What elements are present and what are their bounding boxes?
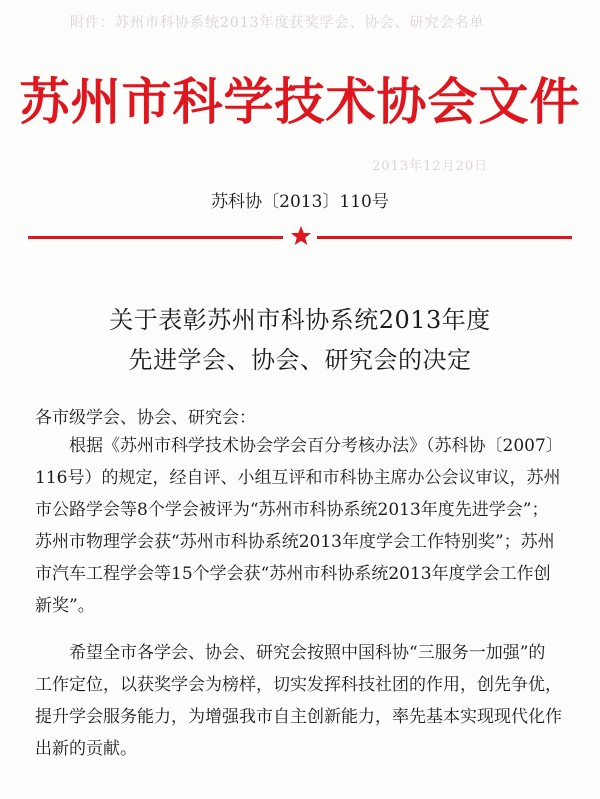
body-paragraph-1 [35,430,570,622]
paragraph-line: 市公路学会等8个学会被评为“苏州市科协系统2013年度先进学会”； [35,500,549,520]
document-title-line-2: 先进学会、协会、研究会的决定 [128,346,472,374]
paragraph-line: 提升学会服务能力，为增强我市自主创新能力，率先基本实现现代化作 [35,707,562,727]
paragraph-line: 出新的贡献。 [35,739,137,759]
document-number: 苏科协〔2013〕110号 [211,192,389,212]
paragraph-line: 新奖”。 [35,596,95,616]
body-paragraph-2 [35,637,570,765]
divider-line-right [317,236,572,239]
paragraph-line: 工作定位，以获奖学会为榜样，切实发挥科技社团的作用，创先争优， [35,675,562,695]
paragraph-line: 希望全市各学会、协会、研究会按照中国科协“三服务一加强”的 [69,643,546,663]
salutation: 各市级学会、协会、研究会： [35,408,256,428]
star-icon [290,225,312,247]
paragraph-line: 根据《苏州市科学技术协会学会百分考核办法》（苏科协〔2007〕 [69,436,563,456]
masthead-title: 苏州市科学技术协会文件 [19,73,581,131]
paragraph-line: 116号）的规定，经自评、小组互评和市科协主席办公会议审议，苏州 [35,468,561,488]
document-title-line-1: 关于表彰苏州市科协系统2013年度 [109,306,491,334]
bleed-through-date: 2013年12月20日 [372,159,489,174]
bleed-through-text: 附件：苏州市科协系统2013年度获奖学会、协会、研究会名单 [70,15,485,31]
paragraph-line: 苏州市物理学会获“苏州市科协系统2013年度学会工作特别奖”；苏州 [35,532,555,552]
paragraph-line: 市汽车工程学会等15个学会获“苏州市科协系统2013年度学会工作创 [35,564,551,584]
divider-line-left [28,236,283,239]
red-divider [28,225,572,249]
